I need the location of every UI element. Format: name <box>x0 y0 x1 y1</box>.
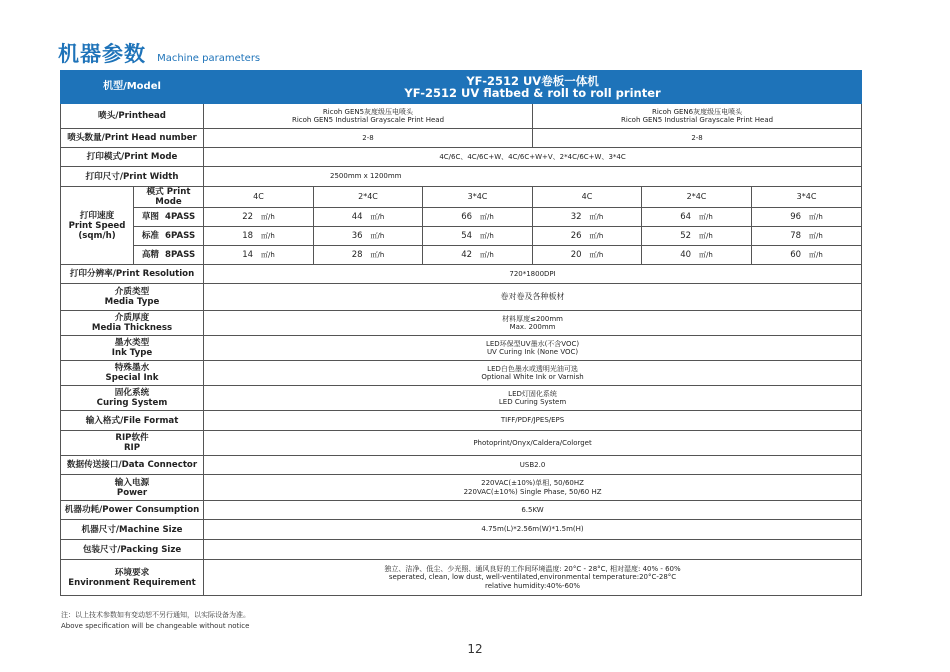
speed-row-pass: 8PASS <box>165 250 196 260</box>
row-speed-draft <box>61 208 862 227</box>
speed-cell <box>752 208 862 227</box>
row-file-format <box>61 411 862 431</box>
speed-cell <box>314 208 423 227</box>
speed-cell <box>533 208 642 227</box>
packing-size-value <box>204 540 862 560</box>
head-number-left: 2-8 <box>204 129 533 148</box>
power-consumption-value: 6.5KW <box>204 501 862 520</box>
row-packing-size <box>61 540 862 560</box>
ink-type-value <box>204 336 862 361</box>
mode-cell: 2*4C <box>314 187 423 208</box>
ink-type-value-zh: LED环保型UV墨水(不含VOC) <box>485 339 580 348</box>
special-ink-value-en: Optional White Ink or Varnish <box>481 373 584 381</box>
file-format-value: TIFF/PDF/JPES/EPS <box>204 411 862 431</box>
speed-row-zh: 草图 <box>141 212 160 222</box>
mode-cell: 3*4C <box>752 187 862 208</box>
data-connector-label: 数据传送接口/Data Connector <box>61 456 204 475</box>
speed-unit: ㎡/h <box>809 232 823 240</box>
speed-cell <box>642 246 752 265</box>
print-mode-label: 打印模式/Print Mode <box>61 148 204 167</box>
media-thickness-value <box>204 311 862 336</box>
media-type-value: 卷对卷及各种板材 <box>204 284 862 311</box>
printhead-left-zh: Ricoh GEN5灰度级压电喷头 <box>322 107 414 116</box>
page-number: 12 <box>467 642 483 656</box>
resolution-value: 720*1800DPI <box>204 265 862 284</box>
speed-unit: ㎡/h <box>809 213 823 221</box>
environment-label <box>61 560 204 596</box>
speed-unit: ㎡/h <box>809 251 823 259</box>
speed-unit: ㎡/h <box>370 213 385 221</box>
curing-label-zh: 固化系统 <box>114 388 150 398</box>
speed-value: 96 <box>790 212 802 222</box>
mode-cell: 3*4C <box>423 187 533 208</box>
curing-label-en: Curing System <box>96 398 168 408</box>
power-value-zh: 220VAC(±10%)单相, 50/60HZ <box>481 479 584 487</box>
model-line1: YF-2512 UV卷板一体机 <box>466 74 599 88</box>
speed-value: 26 <box>570 231 582 241</box>
speed-row-label <box>134 208 204 227</box>
row-environment <box>61 560 862 596</box>
data-connector-value: USB2.0 <box>204 456 862 475</box>
speed-cell <box>204 246 314 265</box>
rip-label <box>61 431 204 456</box>
row-ink-type <box>61 336 862 361</box>
row-resolution <box>61 265 862 284</box>
speed-unit: ㎡/h <box>480 232 494 240</box>
special-ink-value-zh: LED白色墨水或透明光油可选 <box>487 364 578 373</box>
power-consumption-label: 机器功耗/Power Consumption <box>61 501 204 520</box>
row-printhead <box>61 104 862 129</box>
power-label <box>61 475 204 501</box>
media-thickness-label-en: Media Thickness <box>91 323 173 333</box>
speed-cell <box>314 227 423 246</box>
speed-cell <box>752 246 862 265</box>
speed-unit: ㎡/h <box>589 213 604 221</box>
speed-value: 42 <box>461 250 473 260</box>
speed-value: 54 <box>461 231 473 241</box>
speed-value: 14 <box>242 250 254 260</box>
row-print-width <box>61 167 862 187</box>
model-value <box>204 71 862 104</box>
media-thickness-value-zh: 材料厚度≤200mm <box>502 314 563 323</box>
row-head-number <box>61 129 862 148</box>
speed-value: 66 <box>461 212 473 222</box>
speed-unit: ㎡/h <box>261 213 275 221</box>
rip-label-en: RIP <box>123 443 141 453</box>
model-label: 机型/Model <box>61 71 204 104</box>
speed-row-zh: 标准 <box>141 231 160 241</box>
environment-value-en: seperated, clean, low dust, well-ventilated,environmental temperature:20°C-28°C <box>388 573 677 582</box>
row-media-thickness <box>61 311 862 336</box>
print-speed-label-zh: 打印速度 <box>79 210 115 221</box>
printhead-left <box>204 104 533 129</box>
power-label-en: Power <box>116 487 148 498</box>
speed-unit: ㎡/h <box>261 251 275 259</box>
speed-value: 78 <box>790 231 802 241</box>
row-power-consumption <box>61 501 862 520</box>
speed-row-label <box>134 246 204 265</box>
speed-unit: ㎡/h <box>370 232 385 240</box>
row-curing <box>61 386 862 411</box>
mode-cell: 2*4C <box>642 187 752 208</box>
speed-cell <box>423 246 533 265</box>
speed-value: 32 <box>570 212 582 222</box>
footnotes <box>61 610 250 632</box>
head-number-label: 喷头数量/Print Head number <box>61 129 204 148</box>
ink-type-value-en: UV Curing Ink (None VOC) <box>486 348 579 356</box>
row-speed-standard <box>61 227 862 246</box>
row-speed-modes <box>61 187 862 208</box>
speed-cell <box>423 208 533 227</box>
special-ink-label-zh: 特殊墨水 <box>114 363 150 373</box>
printhead-right-en: Ricoh GEN5 Industrial Grayscale Print Head <box>621 116 774 124</box>
speed-value: 22 <box>242 212 254 222</box>
media-thickness-label <box>61 311 204 336</box>
printhead-right <box>533 104 862 129</box>
row-speed-fine <box>61 246 862 265</box>
speed-unit: ㎡/h <box>370 251 385 259</box>
power-value <box>204 475 862 501</box>
speed-value: 64 <box>680 212 692 222</box>
row-print-mode <box>61 148 862 167</box>
speed-cell <box>533 246 642 265</box>
speed-value: 52 <box>680 231 692 241</box>
speed-row-label <box>134 227 204 246</box>
print-speed-label-en: Print Speed <box>68 220 126 231</box>
speed-row-pass: 4PASS <box>165 212 196 222</box>
speed-value: 60 <box>790 250 802 260</box>
environment-label-en: Environment Requirement <box>68 577 196 588</box>
packing-size-label: 包装尺寸/Packing Size <box>61 540 204 560</box>
spec-table <box>60 70 862 596</box>
environment-label-zh: 环境要求 <box>114 567 150 578</box>
print-width-label: 打印尺寸/Print Width <box>61 167 204 187</box>
row-media-type <box>61 284 862 311</box>
speed-unit: ㎡/h <box>261 232 275 240</box>
speed-cell <box>204 208 314 227</box>
speed-unit: ㎡/h <box>699 213 713 221</box>
speed-unit: ㎡/h <box>480 251 494 259</box>
speed-value: 20 <box>570 250 582 260</box>
print-speed-label-unit: (sqm/h) <box>78 230 116 241</box>
environment-value <box>204 560 862 596</box>
model-line2: YF-2512 UV flatbed & roll to roll printer <box>404 86 661 100</box>
printhead-right-zh: Ricoh GEN6灰度级压电喷头 <box>651 107 743 116</box>
row-model <box>61 71 862 104</box>
speed-unit: ㎡/h <box>699 251 713 259</box>
media-type-label-en: Media Type <box>104 297 160 307</box>
speed-value: 36 <box>351 231 363 241</box>
file-format-label: 输入格式/File Format <box>61 411 204 431</box>
footnote-zh: 注：以上技术参数如有变动恕不另行通知，以实际设备为准。 <box>61 611 250 619</box>
ink-type-label <box>61 336 204 361</box>
footnote-en: Above specification will be changeable without notice <box>61 622 250 630</box>
heading-en: Machine parameters <box>157 53 261 64</box>
speed-value: 28 <box>351 250 363 260</box>
speed-row-pass: 6PASS <box>165 231 196 241</box>
row-power <box>61 475 862 501</box>
print-width-value: 2500mm x 1200mm <box>204 167 862 187</box>
speed-unit: ㎡/h <box>480 213 494 221</box>
environment-value-zh: 独立、洁净、低尘、少光照、通风良好的工作间环境温度: 20°C - 28°C, 相对湿度: 40% - 60% <box>384 564 681 573</box>
heading-zh: 机器参数 <box>58 42 146 66</box>
row-machine-size <box>61 520 862 540</box>
speed-cell <box>314 246 423 265</box>
speed-cell <box>204 227 314 246</box>
speed-cell <box>423 227 533 246</box>
speed-unit: ㎡/h <box>589 251 604 259</box>
special-ink-value <box>204 361 862 386</box>
rip-label-zh: RIP软件 <box>115 433 149 443</box>
speed-cell <box>642 208 752 227</box>
special-ink-label <box>61 361 204 386</box>
media-thickness-value-en: Max. 200mm <box>509 323 556 331</box>
curing-label <box>61 386 204 411</box>
machine-size-label: 机器尺寸/Machine Size <box>61 520 204 540</box>
power-value-en: 220VAC(±10%) Single Phase, 50/60 HZ <box>463 487 602 496</box>
head-number-right: 2-8 <box>533 129 862 148</box>
speed-cell <box>752 227 862 246</box>
mode-cell: 4C <box>533 187 642 208</box>
environment-value-humidity: relative humidity:40%-60% <box>485 581 581 590</box>
media-type-label <box>61 284 204 311</box>
special-ink-label-en: Special Ink <box>105 373 159 383</box>
speed-row-zh: 高精 <box>141 250 160 260</box>
media-thickness-label-zh: 介质厚度 <box>114 313 150 323</box>
resolution-label: 打印分辨率/Print Resolution <box>61 265 204 284</box>
curing-value-en: LED Curing System <box>498 398 567 406</box>
speed-value: 40 <box>680 250 692 260</box>
printhead-left-en: Ricoh GEN5 Industrial Grayscale Print Head <box>291 116 445 124</box>
speed-value: 18 <box>242 231 254 241</box>
print-mode-value: 4C/6C、4C/6C+W、4C/6C+W+V、2*4C/6C+W、3*4C <box>204 148 862 167</box>
ink-type-label-en: Ink Type <box>111 348 153 358</box>
printhead-label: 喷头/Printhead <box>61 104 204 129</box>
curing-value <box>204 386 862 411</box>
page-heading <box>58 38 260 68</box>
row-data-connector <box>61 456 862 475</box>
ink-type-label-zh: 墨水类型 <box>114 338 150 348</box>
curing-value-zh: LED灯固化系统 <box>508 389 557 398</box>
mode-cell: 4C <box>204 187 314 208</box>
row-special-ink <box>61 361 862 386</box>
speed-cell <box>642 227 752 246</box>
speed-unit: ㎡/h <box>699 232 713 240</box>
speed-unit: ㎡/h <box>589 232 604 240</box>
print-speed-label <box>61 187 134 265</box>
media-type-label-zh: 介质类型 <box>114 287 150 297</box>
rip-value: Photoprint/Onyx/Caldera/Colorget <box>204 431 862 456</box>
mode-header: 模式 Print Mode <box>134 187 204 208</box>
speed-cell <box>533 227 642 246</box>
power-label-zh: 输入电源 <box>114 477 150 488</box>
row-rip <box>61 431 862 456</box>
machine-size-value: 4.75m(L)*2.56m(W)*1.5m(H) <box>204 520 862 540</box>
speed-value: 44 <box>351 212 363 222</box>
